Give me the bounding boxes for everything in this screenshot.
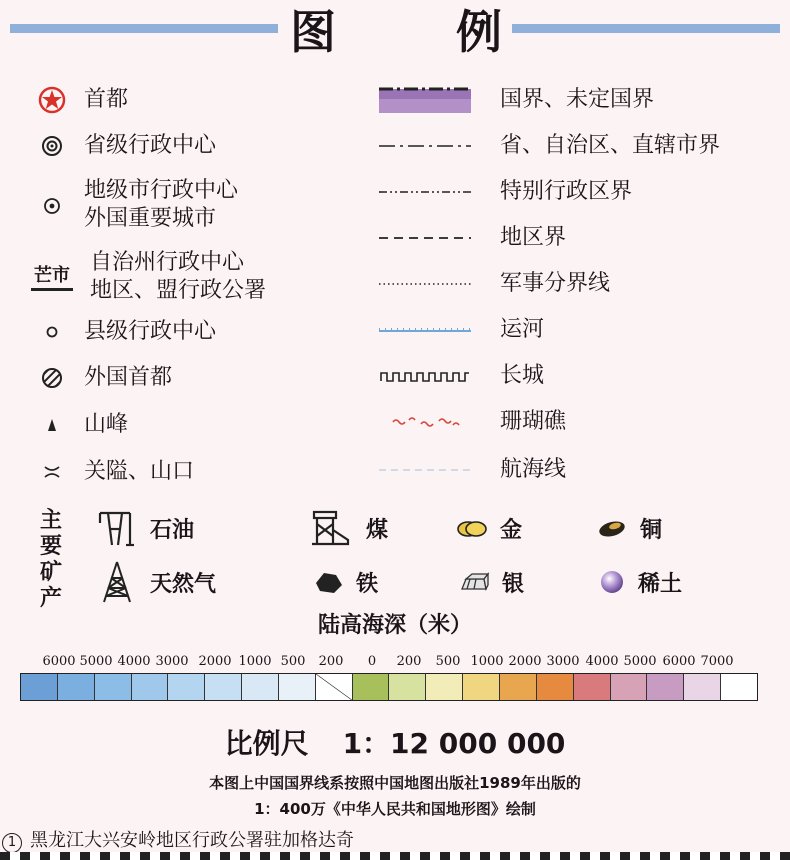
oil-derrick-icon	[96, 509, 138, 547]
title-char-1: 图	[290, 5, 338, 59]
rare-earth-icon	[598, 568, 626, 596]
minerals-header: 主要矿产	[40, 508, 63, 611]
mineral-iron	[312, 562, 378, 602]
legend-label: 航海线	[500, 457, 567, 482]
silver-icon	[458, 571, 490, 593]
depth-color-bar	[20, 673, 758, 701]
depth-tick: 4000	[117, 654, 151, 669]
legend-label: 运河	[500, 317, 545, 342]
scale-value: 1：12 000 000	[342, 727, 566, 760]
mineral-silver	[458, 562, 524, 602]
footnote-text: 黑龙江大兴安岭地区行政公署驻加格达奇	[30, 830, 354, 851]
mineral-label: 石油	[150, 517, 195, 543]
national-border-icon	[370, 80, 480, 120]
footnote-marker: 1	[2, 833, 22, 853]
depth-color-cell	[684, 674, 721, 700]
source-note-line-2: 1：400万《中华人民共和国地形图》绘制	[254, 800, 536, 818]
coal-mine-icon	[308, 508, 354, 548]
legend-item-provincial-border	[0, 126, 790, 166]
depth-tick: 2000	[198, 654, 232, 669]
legend-label: 珊瑚礁	[500, 409, 567, 434]
special-region-border-icon	[370, 172, 480, 212]
depth-tick: 500	[435, 654, 461, 669]
depth-tick: 3000	[546, 654, 580, 669]
legend-label: 省、自治区、直辖市界	[500, 133, 721, 158]
depth-color-cell	[242, 674, 279, 700]
shipping-route-icon	[370, 450, 480, 490]
scale-ratio	[0, 722, 790, 762]
footnote	[2, 826, 354, 853]
depth-color-cell	[279, 674, 316, 700]
depth-color-cell	[426, 674, 463, 700]
legend-item-military-line	[0, 264, 790, 304]
depth-color-cell	[316, 674, 353, 700]
mineral-label: 铁	[356, 571, 379, 597]
legend-label: 首都	[84, 87, 129, 112]
depth-tick: 0	[367, 654, 377, 669]
mineral-label: 铜	[640, 517, 663, 543]
depth-color-cell	[611, 674, 648, 700]
depth-color-cell	[574, 674, 611, 700]
legend-item-canal	[0, 310, 790, 350]
mineral-rare-earth	[598, 562, 682, 602]
page-edge-strip	[0, 852, 790, 860]
legend-label: 自治州行政中心	[90, 250, 245, 275]
mineral-oil	[96, 508, 194, 548]
depth-color-cell	[353, 674, 390, 700]
title-bar-left	[10, 24, 278, 33]
depth-color-cell	[389, 674, 426, 700]
legend-label: 军事分界线	[500, 271, 611, 296]
mineral-label: 银	[502, 571, 525, 597]
depth-color-cell	[647, 674, 684, 700]
legend-label: 地区、盟行政公署	[90, 278, 267, 303]
legend-header	[0, 0, 790, 64]
legend-label: 关隘、山口	[84, 459, 195, 484]
legend-item-coral-reef	[0, 402, 790, 442]
gold-icon	[456, 517, 488, 539]
mineral-coal	[308, 508, 388, 548]
legend-item-special-region-border	[0, 172, 790, 212]
depth-color-cell	[95, 674, 132, 700]
mineral-label: 稀土	[638, 571, 683, 597]
legend-label: 外国重要城市	[84, 206, 217, 231]
gas-tower-icon	[96, 560, 138, 604]
depth-color-cell	[537, 674, 574, 700]
legend-label: 特别行政区界	[500, 179, 633, 204]
depth-tick: 2000	[508, 654, 542, 669]
copper-icon	[596, 517, 628, 539]
military-line-icon	[370, 264, 480, 304]
legend-title	[290, 4, 504, 60]
autonomous-prefecture-icon-text: 芒市	[34, 264, 70, 286]
depth-tick: 200	[396, 654, 422, 669]
depth-color-cell	[21, 674, 58, 700]
depth-tick: 1000	[470, 654, 504, 669]
depth-color-cell	[58, 674, 95, 700]
mineral-copper	[596, 508, 662, 548]
depth-color-cell	[168, 674, 205, 700]
depth-tick: 1000	[238, 654, 272, 669]
title-bar-right	[512, 24, 780, 33]
great-wall-icon	[370, 356, 480, 396]
scale-label: 比例尺	[224, 727, 309, 760]
depth-color-cell	[205, 674, 242, 700]
depth-tick: 200	[318, 654, 344, 669]
coral-reef-icon	[370, 402, 480, 442]
depth-title: 陆高海深（米）	[317, 613, 472, 638]
legend-label: 山峰	[84, 412, 129, 437]
depth-color-cell	[463, 674, 500, 700]
depth-tick: 7000	[700, 654, 734, 669]
mineral-label: 煤	[366, 517, 389, 543]
legend-label: 外国首都	[84, 365, 173, 390]
title-char-2: 例	[456, 5, 504, 59]
zero-diagonal-mark	[316, 674, 352, 700]
depth-tick: 6000	[662, 654, 696, 669]
canal-icon	[370, 310, 480, 350]
legend-label: 长城	[500, 363, 545, 388]
mineral-gas	[96, 562, 216, 602]
legend-label: 县级行政中心	[84, 319, 217, 344]
depth-tick: 4000	[585, 654, 619, 669]
legend-label: 省级行政中心	[84, 133, 217, 158]
legend-label: 国界、未定国界	[500, 87, 655, 112]
source-note-line-1: 本图上中国国界线系按照中国地图出版社1989年出版的	[209, 774, 581, 792]
legend-item-national-border	[0, 80, 790, 120]
legend-label: 地区界	[500, 225, 567, 250]
depth-color-cell	[132, 674, 169, 700]
district-border-icon	[370, 218, 480, 258]
depth-tick: 3000	[155, 654, 189, 669]
depth-color-cell	[500, 674, 537, 700]
mineral-gold	[456, 508, 522, 548]
depth-tick: 6000	[42, 654, 76, 669]
iron-icon	[312, 569, 344, 595]
mineral-label: 金	[500, 517, 523, 543]
legend-item-district-border	[0, 218, 790, 258]
provincial-border-icon	[370, 126, 480, 166]
depth-color-cell	[721, 674, 757, 700]
legend-item-great-wall	[0, 356, 790, 396]
depth-tick: 5000	[79, 654, 113, 669]
depth-tick: 500	[280, 654, 306, 669]
depth-tick: 5000	[623, 654, 657, 669]
mineral-label: 天然气	[150, 571, 217, 597]
legend-item-shipping-route	[0, 450, 790, 490]
legend-label: 地级市行政中心	[84, 178, 239, 203]
